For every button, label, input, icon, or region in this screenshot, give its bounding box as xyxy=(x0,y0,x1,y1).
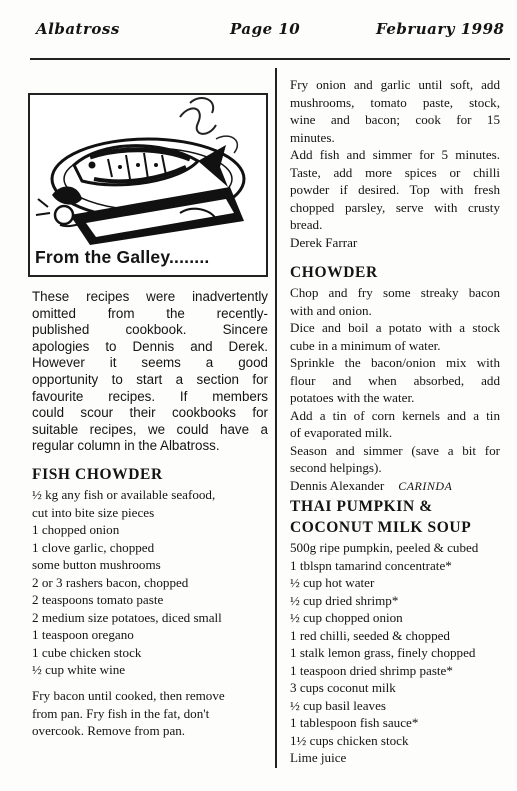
method-line: wine and bacon; cook for 15 xyxy=(290,112,500,127)
ingredient-line: Lime juice xyxy=(290,750,347,765)
ingredient-line: 3 cups coconut milk xyxy=(290,680,396,695)
ingredient-line: 1 teaspoon oregano xyxy=(32,627,134,642)
ingredient-line: 1 cube chicken stock xyxy=(32,644,142,660)
method-line: Season and simmer (save a bit for xyxy=(290,442,500,458)
method-line: Add fish and simmer for 5 minutes. xyxy=(290,147,500,162)
ingredient-line: 1 stalk lemon grass, finely chopped xyxy=(290,645,476,660)
ingredient-line: ½ cup basil leaves xyxy=(290,697,386,713)
intro-paragraph xyxy=(32,289,268,455)
ingredient-line: 1 tblspn tamarind concentrate* xyxy=(290,557,452,573)
ingredient-line: 2 teaspoons tomato paste xyxy=(32,592,164,607)
ingredient-line: 1 tablespoon fish sauce* xyxy=(290,715,419,730)
ingredient-line: ½ kg any fish or available seafood, xyxy=(32,487,216,502)
recipe-title: COCONUT MILK SOUP xyxy=(290,519,472,536)
intro-line: regular column in the Albatross. xyxy=(32,438,220,454)
ingredient-line: 2 or 3 rashers bacon, chopped xyxy=(32,574,189,590)
method-line: overcook. Remove from pan. xyxy=(32,723,186,738)
intro-line: omitted from the recently- xyxy=(32,305,268,321)
column-divider xyxy=(275,68,277,768)
fish-chowder-method-continued xyxy=(290,76,500,251)
recipe-title: THAI PUMPKIN & xyxy=(290,498,433,515)
ingredient-line: ½ cup chopped onion xyxy=(290,610,403,625)
ingredient-line: 500g ripe pumpkin, peeled & cubed xyxy=(290,540,479,555)
ingredient-line: 1½ cups chicken stock xyxy=(290,732,409,748)
fish-chowder-method xyxy=(32,687,225,740)
ingredient-line: 1 clove garlic, chopped xyxy=(32,539,155,555)
method-line: mushrooms, tomato paste, stock, xyxy=(290,94,500,110)
method-line: of evaporated milk. xyxy=(290,425,393,440)
ingredient-line: 1 teaspoon dried shrimp paste* xyxy=(290,662,453,678)
ingredient-line: 1 chopped onion xyxy=(32,522,120,537)
method-line: second helpings). xyxy=(290,460,382,475)
intro-line: apologies to Dennis and Derek. xyxy=(32,338,268,354)
recipe-title: CHOWDER xyxy=(290,264,378,281)
method-line: Chop and fry some streaky bacon xyxy=(290,285,500,300)
method-line: minutes. xyxy=(290,129,335,145)
chowder-heading xyxy=(290,262,378,283)
intro-line: published cookbook. Sincere xyxy=(32,322,268,338)
ingredient-line: 2 medium size potatoes, diced small xyxy=(32,609,222,625)
recipe-signature: Derek Farrar xyxy=(290,234,358,250)
ingredient-line: some button mushrooms xyxy=(32,557,161,572)
fish-chowder-heading xyxy=(32,464,163,485)
newsletter-name: Albatross xyxy=(36,20,120,38)
chowder-method xyxy=(290,284,500,495)
intro-line: favourite recipes. If members xyxy=(32,388,268,404)
method-line: cube in a minimum of water. xyxy=(290,337,441,353)
galley-title: From the Galley........ xyxy=(35,247,210,267)
method-line: chopped parsley, serve with crusty xyxy=(290,199,500,215)
ingredient-line: ½ cup white wine xyxy=(32,662,126,677)
ingredient-line: ½ cup dried shrimp* xyxy=(290,592,399,608)
method-line: Fry onion and garlic until soft, add xyxy=(290,77,500,92)
header-rule xyxy=(30,58,510,60)
method-line: bread. xyxy=(290,217,323,232)
method-line: Add a tin of corn kernels and a tin xyxy=(290,407,500,423)
signature-name: Dennis Alexander xyxy=(290,477,385,493)
method-line: powder if desired. Top with fresh xyxy=(290,182,500,197)
ingredient-line: 1 red chilli, seeded & chopped xyxy=(290,627,450,643)
method-line: flour and when absorbed, add xyxy=(290,372,500,388)
method-line: Fry bacon until cooked, then remove xyxy=(32,688,225,703)
method-line: with and onion. xyxy=(290,302,372,318)
recipe-signature xyxy=(290,477,500,496)
thai-soup-ingredients xyxy=(290,539,478,767)
intro-line: However it seems a good xyxy=(32,355,268,371)
galley-box xyxy=(28,93,268,277)
ingredient-line: cut into bite size pieces xyxy=(32,504,155,520)
thai-soup-heading xyxy=(290,496,471,538)
page-number: Page 10 xyxy=(230,20,301,38)
fish-chowder-ingredients xyxy=(32,486,222,679)
ingredient-line: ½ cup hot water xyxy=(290,575,375,590)
intro-line: suitable recipes, we could have a xyxy=(32,421,268,437)
recipe-title: FISH CHOWDER xyxy=(32,466,163,483)
issue-date: February 1998 xyxy=(376,20,505,38)
method-line: from pan. Fry fish in the fat, don't xyxy=(32,705,210,721)
method-line: potatoes with the water. xyxy=(290,390,415,405)
method-line: Sprinkle the bacon/onion mix with xyxy=(290,355,500,370)
method-line: Taste, add more spices or chilli xyxy=(290,164,500,180)
intro-line: could scour their cookbooks for xyxy=(32,405,268,421)
signature-boat: CARINDA xyxy=(398,478,453,493)
method-line: Dice and boil a potato with a stock xyxy=(290,320,500,335)
intro-line: opportunity to start a section for xyxy=(32,371,268,387)
page-header xyxy=(0,14,517,44)
intro-line: These recipes were inadvertently xyxy=(32,289,268,304)
